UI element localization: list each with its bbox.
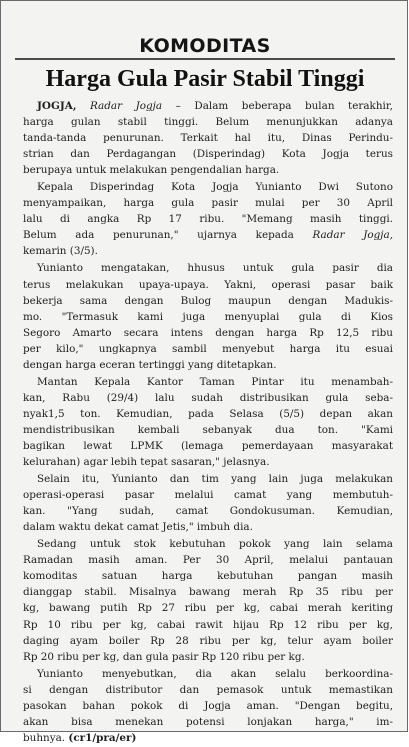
body-line: strian dan Perdagangan (Disperindag) Kota Jogja terus xyxy=(23,148,393,161)
body-line: kelurahan) agar lebih tepat sasaran," jelasnya. xyxy=(23,456,270,469)
body-line: buhnya. (cr1/pra/er) xyxy=(23,731,137,744)
body-line: Rp 20 ribu per kg, dan gula pasir Rp 120 ribu per kg. xyxy=(23,650,305,663)
paragraph-1 xyxy=(23,98,393,178)
source-name: Radar Jogja xyxy=(89,100,163,112)
paragraph-2 xyxy=(23,179,393,259)
body-line: Ramadan masih aman. Per 30 April, melalui pantauan xyxy=(23,554,393,567)
body-line: akan bisa menekan potensi lonjakan harga," im- xyxy=(23,715,393,728)
dateline: JOGJA, xyxy=(37,100,77,112)
body-line: mendistribusikan kembali sebanyak dua ton. "Kami xyxy=(23,423,393,436)
body-line: berupaya untuk melakukan pengendalian harga. xyxy=(23,164,280,177)
body-line: komoditas satuan harga kebutuhan pangan masih xyxy=(23,570,393,583)
body-line: dianggap stabil. Misalnya bawang merah Rp 35 ribu per xyxy=(23,586,393,599)
body-line: dengan harga eceran tertinggi yang ditetapkan. xyxy=(23,358,277,371)
paragraph-7 xyxy=(23,666,393,746)
paragraph-3 xyxy=(23,260,393,372)
body-line: Yunianto menyebutkan, dia akan selalu berkoordina- xyxy=(37,667,393,680)
section-rubric: KOMODITAS xyxy=(139,35,271,57)
body-line: Kepala Disperindag Kota Jogja Yunianto Dwi Sutono xyxy=(37,181,393,194)
body-line: per kilo," ungkapnya sambil menyebut harga itu esuai xyxy=(23,342,393,355)
rubric-underline xyxy=(15,58,395,60)
body-line: Belum ada penurunan," ujarnya kepada Radar Jogja, xyxy=(23,229,394,242)
body-line: kemarin (3/5). xyxy=(23,245,98,258)
article-body xyxy=(23,98,393,747)
body-line: terus melakukan upaya-upaya. Yakni, operasi pasar baik xyxy=(23,278,393,291)
paragraph-6 xyxy=(23,536,393,664)
body-line: operasi-operasi pasar melalui camat yang membutuh- xyxy=(23,489,393,502)
body-line: mo. "Termasuk kami juga menyuplai gula di Kios xyxy=(23,310,393,323)
body-line: Sedang untuk stok kebutuhan pokok yang lain selama xyxy=(37,538,393,551)
body-line: kg, bawang putih Rp 27 ribu per kg, cabai merah keriting xyxy=(23,602,393,615)
body-line: lalu di angka Rp 17 ribu. "Memang masih tinggi. xyxy=(23,213,393,226)
body-line: nyak1,5 ton. Kemudian, pada Selasa (5/5) depan akan xyxy=(23,407,393,420)
body-line: tanda-tanda penurunan. Terkait hal itu, Dinas Perindu- xyxy=(23,132,393,145)
paragraph-5 xyxy=(23,471,393,535)
author-signature: (cr1/pra/er) xyxy=(68,731,137,744)
body-line: JOGJA, Radar Jogja – Dalam beberapa bulan terakhir, xyxy=(37,100,393,112)
body-line: Segoro Amarto secara intens dengan harga Rp 12,5 ribu xyxy=(23,326,393,339)
body-line: Yunianto mengatakan, hhusus untuk gula pasir dia xyxy=(37,262,393,275)
body-line: Mantan Kepala Kantor Taman Pintar itu menambah- xyxy=(37,375,393,388)
body-line: dalam waktu dekat camat Jetis," imbuh dia. xyxy=(23,521,253,534)
body-line: pasokan bahan pokok di Jogja aman. "Dengan begitu, xyxy=(23,699,393,712)
body-line: harga gulan stabil tinggi. Belum menunjukkan adanya xyxy=(23,116,393,129)
headline: Harga Gula Pasir Stabil Tinggi xyxy=(45,66,365,92)
body-line: bekerja sama dengan Bulog maupun dengan Madukis- xyxy=(23,294,393,307)
body-line: bagikan lewat LPMK (lemaga pemerdayaan masyarakat xyxy=(23,439,393,452)
body-line: kan. "Yang sudah, camat Gondokusuman. Kemudian, xyxy=(23,505,393,518)
paragraph-4 xyxy=(23,374,393,470)
source-name: Radar Jogja, xyxy=(312,229,394,242)
body-line: si dengan distributor dan pemasok untuk memastikan xyxy=(23,683,393,696)
body-line: Selain itu, Yunianto dan tim yang lain juga melakukan xyxy=(37,473,393,486)
body-line: Rp 10 ribu per kg, cabai rawit hijau Rp 12 ribu per kg, xyxy=(23,618,393,631)
body-line: menyampaikan, harga gula pasir mulai per 30 April xyxy=(23,197,393,210)
body-line: daging ayam boiler Rp 28 ribu per kg, telur ayam boiler xyxy=(23,634,393,647)
body-line: kan, Rabu (29/4) lalu sudah distribusikan gula seba- xyxy=(23,391,393,404)
